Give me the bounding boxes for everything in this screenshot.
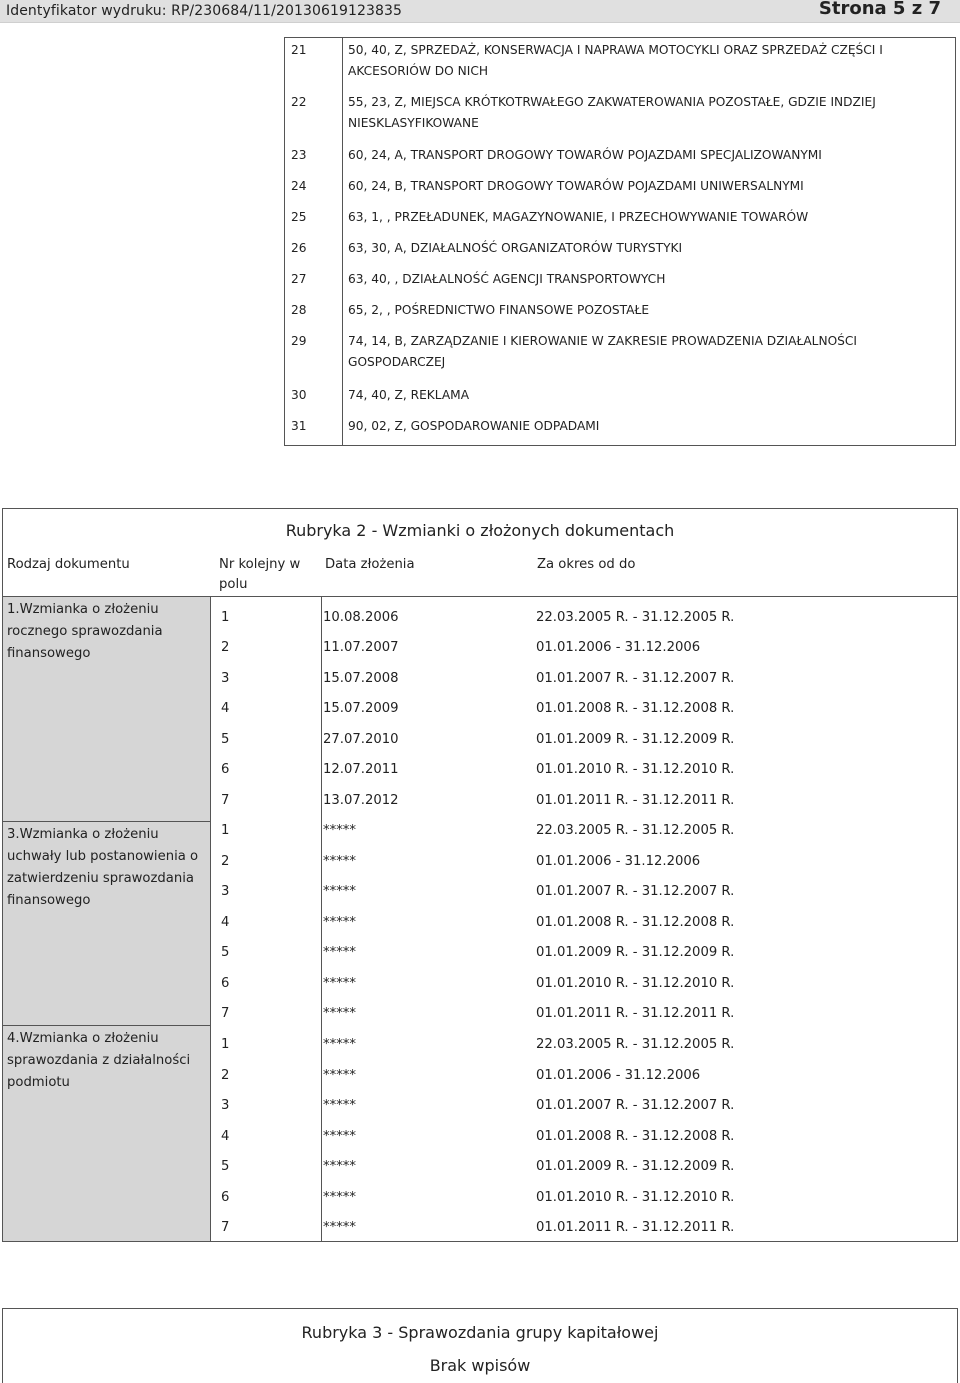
filing-date: ***** <box>323 1037 356 1052</box>
table-row <box>285 38 956 91</box>
table-row <box>3 608 957 638</box>
period-range: 01.01.2007 R. - 31.12.2007 R. <box>536 884 735 899</box>
row-number: 5 <box>221 945 230 960</box>
row-number: 5 <box>221 1159 230 1174</box>
row-number: 4 <box>221 915 230 930</box>
row-number: 28 <box>285 298 343 329</box>
activity-text: 60, 24, A, TRANSPORT DROGOWY TOWARÓW POJAZDAMI SPECJALIZOWANYMI <box>348 148 822 162</box>
period-range: 01.01.2008 R. - 31.12.2008 R. <box>536 1129 735 1144</box>
filing-date: 15.07.2009 <box>323 701 399 716</box>
period-range: 22.03.2005 R. - 31.12.2005 R. <box>536 1037 735 1052</box>
filing-date: ***** <box>323 1006 356 1021</box>
table-row <box>285 205 956 236</box>
activity-text: 90, 02, Z, GOSPODAROWANIE ODPADAMI <box>348 419 600 433</box>
row-number: 1 <box>221 610 230 625</box>
column-header-document: Rodzaj dokumentu <box>7 557 130 572</box>
table-row <box>3 638 957 668</box>
filing-date: ***** <box>323 1098 356 1113</box>
row-number: 26 <box>285 236 343 267</box>
activity-text: 65, 2, , POŚREDNICTWO FINANSOWE POZOSTAŁE <box>348 303 650 317</box>
filing-date: ***** <box>323 1129 356 1144</box>
activity-text: 74, 40, Z, REKLAMA <box>348 388 470 402</box>
rubryka-3-section <box>2 1308 958 1383</box>
column-header-date: Data złożenia <box>325 557 415 572</box>
row-number: 7 <box>221 793 230 808</box>
table-row <box>285 414 956 446</box>
period-range: 01.01.2007 R. - 31.12.2007 R. <box>536 671 735 686</box>
filing-date: ***** <box>323 1159 356 1174</box>
period-range: 01.01.2010 R. - 31.12.2010 R. <box>536 762 735 777</box>
row-number: 4 <box>221 1129 230 1144</box>
print-header <box>0 0 960 23</box>
filing-date: ***** <box>323 884 356 899</box>
table-row <box>3 943 957 973</box>
pkd-activity-table <box>284 37 956 446</box>
activity-text: 63, 1, , PRZEŁADUNEK, MAGAZYNOWANIE, I PRZECHOWYWANIE TOWARÓW <box>348 210 809 224</box>
table-row <box>3 1066 957 1096</box>
section-title: Rubryka 3 - Sprawozdania grupy kapitałowej <box>301 1323 659 1342</box>
period-range: 01.01.2010 R. - 31.12.2010 R. <box>536 1190 735 1205</box>
period-range: 01.01.2011 R. - 31.12.2011 R. <box>536 1006 735 1021</box>
row-number: 1 <box>221 1037 230 1052</box>
table-row <box>3 669 957 699</box>
table-row <box>3 760 957 790</box>
table-row <box>285 267 956 298</box>
row-number: 5 <box>221 732 230 747</box>
activity-text: 63, 40, , DZIAŁALNOŚĆ AGENCJI TRANSPORTOWYCH <box>348 272 666 286</box>
document-type-label: 4.Wzmianka o złożeniu sprawozdania z działalności podmiotu <box>7 1031 191 1090</box>
table-row <box>3 1004 957 1034</box>
filing-date: 11.07.2007 <box>323 640 399 655</box>
row-number: 4 <box>221 701 230 716</box>
column-header-period: Za okres od do <box>537 557 636 572</box>
period-range: 22.03.2005 R. - 31.12.2005 R. <box>536 823 735 838</box>
row-number: 25 <box>285 205 343 236</box>
filing-date: ***** <box>323 1220 356 1235</box>
row-number: 2 <box>221 854 230 869</box>
row-number: 3 <box>221 1098 230 1113</box>
table-row <box>285 383 956 414</box>
table-row <box>285 174 956 205</box>
row-number: 30 <box>285 383 343 414</box>
period-range: 01.01.2008 R. - 31.12.2008 R. <box>536 701 735 716</box>
activity-text: 74, 14, B, ZARZĄDZANIE I KIEROWANIE W ZAKRESIE PROWADZENIA DZIAŁALNOŚCI GOSPODARCZEJ <box>348 334 857 369</box>
table-row <box>3 699 957 729</box>
table-row <box>3 1157 957 1187</box>
row-number: 27 <box>285 267 343 298</box>
table-row <box>3 974 957 1004</box>
filing-date: ***** <box>323 1190 356 1205</box>
period-range: 01.01.2011 R. - 31.12.2011 R. <box>536 1220 735 1235</box>
row-number: 21 <box>285 38 343 91</box>
row-number: 31 <box>285 414 343 446</box>
table-row <box>3 913 957 943</box>
row-number: 6 <box>221 1190 230 1205</box>
activity-text: 50, 40, Z, SPRZEDAŻ, KONSERWACJA I NAPRAWA MOTOCYKLI ORAZ SPRZEDAŻ CZĘŚCI I AKCESORIÓW DO NICH <box>348 43 883 78</box>
row-number: 7 <box>221 1006 230 1021</box>
column-header-number: Nr kolejny w polu <box>219 557 301 592</box>
table-row <box>3 791 957 821</box>
row-number: 7 <box>221 1220 230 1235</box>
table-row <box>3 1188 957 1218</box>
filing-date: 13.07.2012 <box>323 793 399 808</box>
row-number: 23 <box>285 143 343 174</box>
period-range: 01.01.2011 R. - 31.12.2011 R. <box>536 793 735 808</box>
period-range: 01.01.2008 R. - 31.12.2008 R. <box>536 915 735 930</box>
filing-date: ***** <box>323 945 356 960</box>
table-row <box>3 730 957 760</box>
table-row <box>3 1127 957 1157</box>
filing-date: 10.08.2006 <box>323 610 399 625</box>
table-row <box>285 143 956 174</box>
row-number: 2 <box>221 1068 230 1083</box>
period-range: 01.01.2006 - 31.12.2006 <box>536 854 701 869</box>
table-row <box>3 882 957 912</box>
filing-date: ***** <box>323 976 356 991</box>
period-range: 01.01.2009 R. - 31.12.2009 R. <box>536 732 735 747</box>
row-number: 2 <box>221 640 230 655</box>
filing-date: 15.07.2008 <box>323 671 399 686</box>
row-number: 22 <box>285 90 343 143</box>
activity-text: 55, 23, Z, MIEJSCA KRÓTKOTRWAŁEGO ZAKWATEROWANIA POZOSTAŁE, GDZIE INDZIEJ NIESKLASYFIKOWANE <box>348 95 876 130</box>
period-range: 01.01.2006 - 31.12.2006 <box>536 1068 701 1083</box>
document-type-label: 3.Wzmianka o złożeniu uchwały lub postanowienia o zatwierdzeniu sprawozdania finansowego <box>7 827 199 908</box>
section-title: Rubryka 2 - Wzmianki o złożonych dokumentach <box>285 521 675 540</box>
row-number: 3 <box>221 884 230 899</box>
filing-date: ***** <box>323 1068 356 1083</box>
period-range: 01.01.2010 R. - 31.12.2010 R. <box>536 976 735 991</box>
filing-date: 12.07.2011 <box>323 762 399 777</box>
period-range: 22.03.2005 R. - 31.12.2005 R. <box>536 610 735 625</box>
table-row <box>3 821 957 851</box>
activity-text: 63, 30, A, DZIAŁALNOŚĆ ORGANIZATORÓW TURYSTYKI <box>348 241 683 255</box>
filing-date: ***** <box>323 854 356 869</box>
table-row <box>3 852 957 882</box>
period-range: 01.01.2007 R. - 31.12.2007 R. <box>536 1098 735 1113</box>
document-type-label: 1.Wzmianka o złożeniu rocznego sprawozdania finansowego <box>7 602 163 661</box>
no-entries-text: Brak wpisów <box>429 1356 531 1375</box>
period-range: 01.01.2009 R. - 31.12.2009 R. <box>536 945 735 960</box>
row-number: 24 <box>285 174 343 205</box>
row-number: 6 <box>221 762 230 777</box>
activity-text: 60, 24, B, TRANSPORT DROGOWY TOWARÓW POJAZDAMI UNIWERSALNYMI <box>348 179 804 193</box>
table-row <box>3 1218 957 1248</box>
table-row <box>285 298 956 329</box>
filing-date: 27.07.2010 <box>323 732 399 747</box>
filing-date: ***** <box>323 823 356 838</box>
row-number: 3 <box>221 671 230 686</box>
filing-date: ***** <box>323 915 356 930</box>
table-row <box>3 1096 957 1126</box>
row-number: 6 <box>221 976 230 991</box>
period-range: 01.01.2006 - 31.12.2006 <box>536 640 701 655</box>
table-row <box>285 329 956 383</box>
page-number: Strona 5 z 7 <box>818 0 941 19</box>
row-number: 29 <box>285 329 343 383</box>
table-row <box>285 90 956 143</box>
table-row <box>3 1035 957 1065</box>
row-number: 1 <box>221 823 230 838</box>
period-range: 01.01.2009 R. - 31.12.2009 R. <box>536 1159 735 1174</box>
rubryka-2-section <box>2 508 958 1242</box>
print-identifier: Identyfikator wydruku: RP/230684/11/20130619123835 <box>6 3 403 19</box>
table-row <box>285 236 956 267</box>
